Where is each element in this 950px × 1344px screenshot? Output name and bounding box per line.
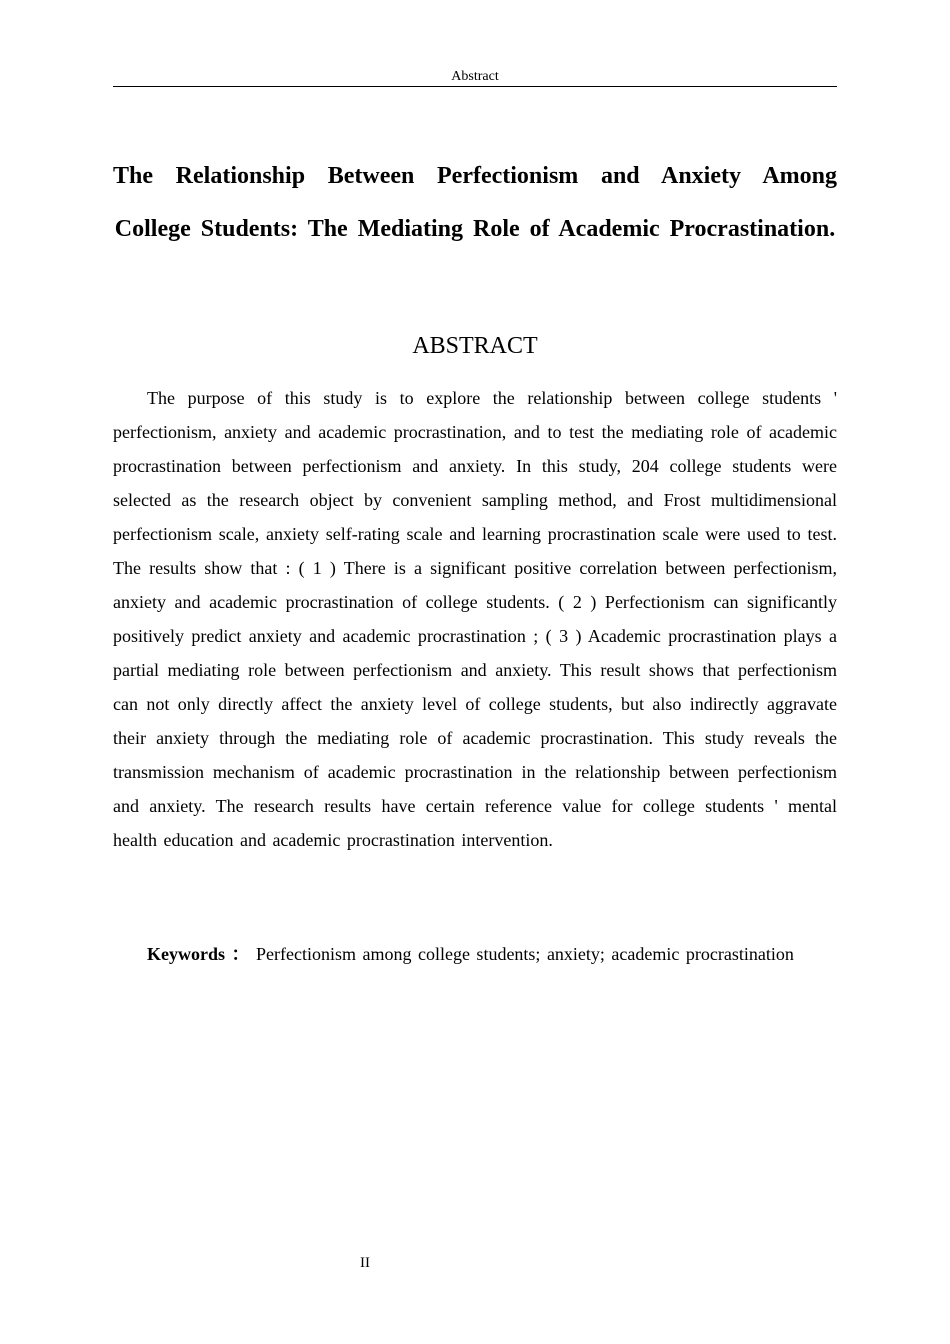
- keywords-line: [113, 937, 837, 971]
- running-header: [113, 68, 837, 87]
- keywords-label: Keywords ：: [147, 944, 250, 964]
- abstract-heading: ABSTRACT: [412, 333, 538, 359]
- abstract-body: The purpose of this study is to explore the relationship between college students ' perfectionism, anxiety and academic procrastination, and to test the mediating role of academic procrastination between perfectionism and anxiety. In this study, 204 college students were selected as the research object by convenient sampling method, and Frost multidimensional perfectionism scale, anxiety self-rating scale and learning procrastination scale were used to test. The results show that : ( 1 ) There is a significant positive correlation between perfectionism, anxiety and academic procrastination of college students. ( 2 ) Perfectionism can significantly positively predict anxiety and academic procrastination ; ( 3 ) Academic procrastination plays a partial mediating role between perfectionism and anxiety. This result shows that perfectionism can not only directly affect the anxiety level of college students, but also indirectly aggravate their anxiety through the mediating role of academic procrastination. This study reveals the transmission mechanism of academic procrastination in the relationship between perfectionism and anxiety. The research results have certain reference value for college students ' mental health education and academic procrastination intervention.: [113, 388, 837, 850]
- paper-title: The Relationship Between Perfectionism and Anxiety Among College Students: The Mediating Role of Academic Procrastination.: [113, 163, 837, 242]
- keywords-text: Perfectionism among college students; anxiety; academic procrastination: [256, 944, 794, 964]
- running-header-title: Abstract: [451, 69, 499, 84]
- page-number: II: [360, 1255, 370, 1271]
